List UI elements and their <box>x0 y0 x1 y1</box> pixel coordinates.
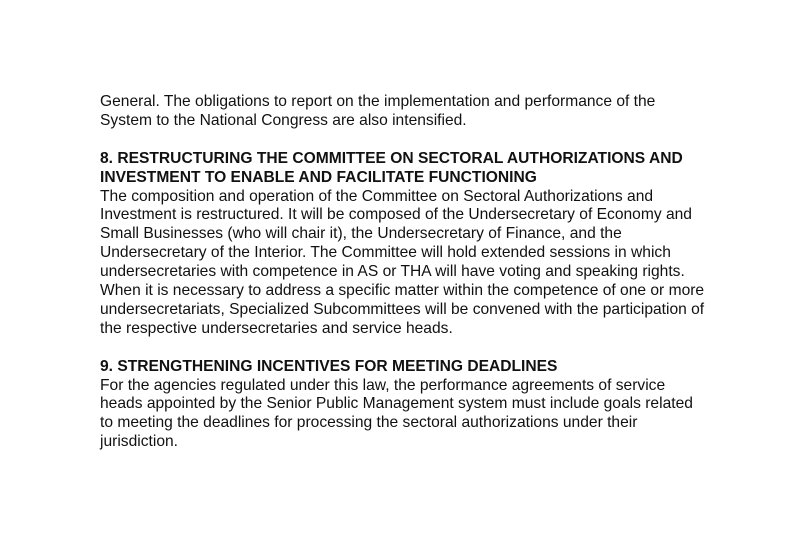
document-page <box>100 93 704 452</box>
text-line: undersecretaries with competence in AS or THA will have voting and speaking rights. <box>100 263 685 281</box>
section-9 <box>100 358 704 453</box>
text-line: When it is necessary to address a specific matter within the competence of one or more <box>100 282 705 300</box>
text-line: Undersecretary of the Interior. The Committee will hold extended sessions in which <box>100 244 671 262</box>
text-line: jurisdiction. <box>100 433 178 451</box>
text-line: For the agencies regulated under this law, the performance agreements of service <box>100 376 666 394</box>
text-line: the respective undersecretaries and service heads. <box>100 319 453 337</box>
section-8-heading: 8. RESTRUCTURING THE COMMITTEE ON SECTORAL AUTHORIZATIONS AND <box>100 149 683 167</box>
text-line: General. The obligations to report on the implementation and performance of the <box>100 93 656 110</box>
section-9-heading: 9. STRENGTHENING INCENTIVES FOR MEETING DEADLINES <box>100 357 558 375</box>
text-line: Investment is restructured. It will be composed of the Undersecretary of Economy and <box>100 206 692 224</box>
text-line: The composition and operation of the Committee on Sectoral Authorizations and <box>100 187 654 205</box>
text-line: heads appointed by the Senior Public Management system must include goals related <box>100 395 693 413</box>
intro-paragraph <box>100 93 704 131</box>
paragraph-gap <box>100 339 704 358</box>
section-8 <box>100 150 704 339</box>
text-line: Small Businesses (who will chair it), the Undersecretary of Finance, and the <box>100 225 622 243</box>
text-line: undersecretariats, Specialized Subcommittees will be convened with the participation of <box>100 300 705 318</box>
text-line: to meeting the deadlines for processing the sectoral authorizations under their <box>100 414 638 432</box>
section-8-heading: INVESTMENT TO ENABLE AND FACILITATE FUNCTIONING <box>100 168 537 186</box>
paragraph-gap <box>100 131 704 150</box>
text-line: System to the National Congress are also intensified. <box>100 111 467 129</box>
